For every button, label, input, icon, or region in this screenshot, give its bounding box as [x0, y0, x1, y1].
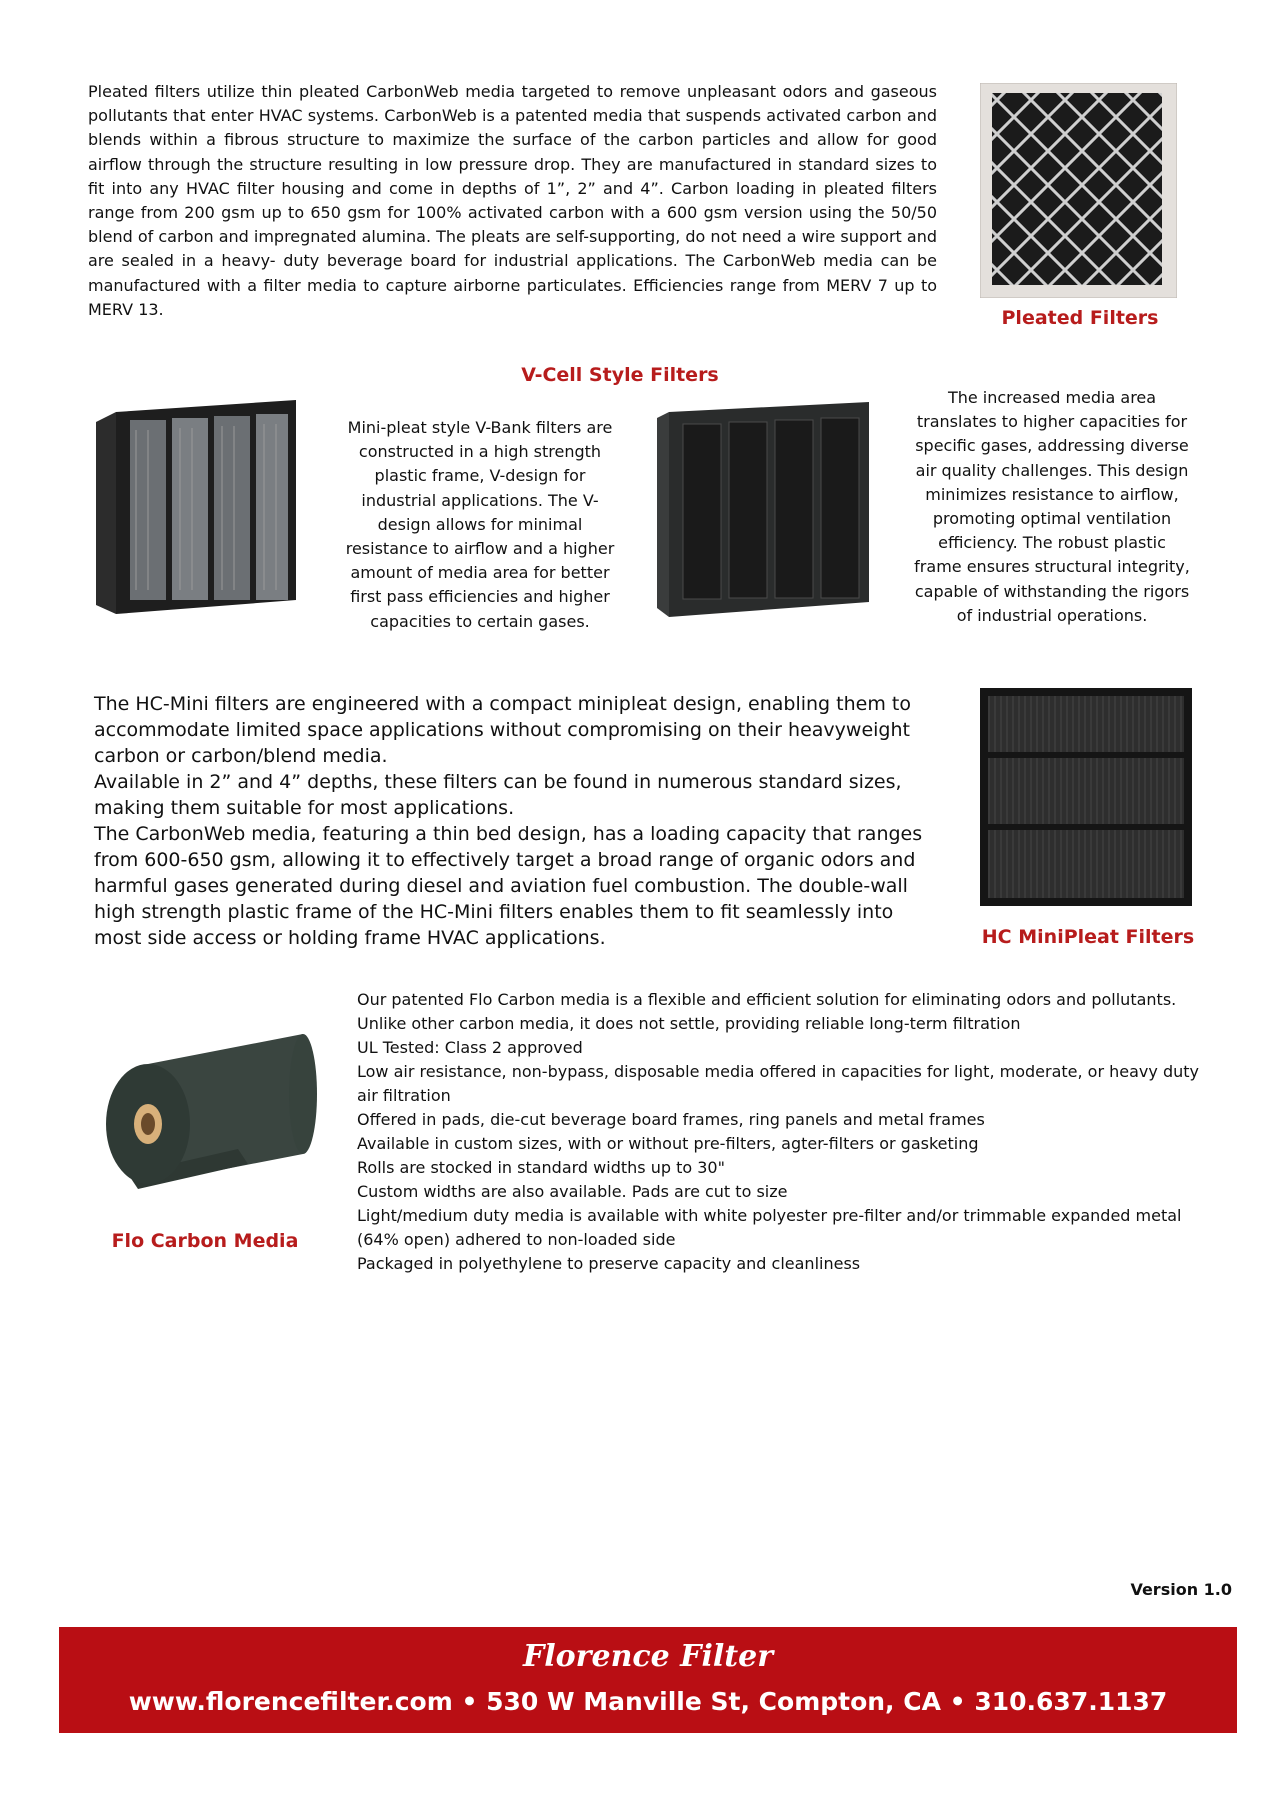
vcell-filter-image-left — [96, 400, 299, 614]
flo-line-3: UL Tested: Class 2 approved — [357, 1038, 583, 1057]
flo-line-5: Offered in pads, die-cut beverage board frames, ring panels and metal frames — [357, 1110, 985, 1129]
hcmini-line-1: The HC-Mini filters are engineered with a compact minipleat design, enabling them to accommodate limited space applications without compromising on their heavyweight carbon or carbon/blend media. — [94, 693, 911, 767]
flo-line-7: Rolls are stocked in standard widths up to 30" — [357, 1158, 725, 1177]
hcmini-line-3: The CarbonWeb media, featuring a thin bed design, has a loading capacity that ranges from 600-650 gsm, allowing it to effectively target a broad range of organic odors and harmful gases generated during diesel and aviation fuel combustion. The double-wall high strength plastic frame of the HC-Mini filters enables them to fit seamlessly into most side access or holding frame HVAC applications. — [94, 823, 923, 949]
brand-logo: Florence Filter — [522, 1639, 774, 1674]
vcell-right-text: The increased media area translates to higher capacities for specific gases, addressing diverse air quality challenges. This design minimizes resistance to airflow, promoting optimal ventilation efficiency. The robust plastic frame ensures structural integrity, capable of withstanding the rigors of industrial operations. — [914, 388, 1190, 625]
flo-line-6: Available in custom sizes, with or without pre-filters, agter-filters or gasketing — [357, 1134, 979, 1153]
flo-line-10: Packaged in polyethylene to preserve capacity and cleanliness — [357, 1254, 861, 1273]
vcell-filter-image-center — [657, 402, 869, 617]
flo-carbon-roll-image — [88, 1024, 318, 1189]
hcmini-caption: HC MiniPleat Filters — [981, 926, 1195, 948]
hcmini-line-2: Available in 2” and 4” depths, these filters can be found in numerous standard sizes, making them suitable for most applications. — [94, 771, 902, 819]
flo-line-2: Unlike other carbon media, it does not settle, providing reliable long-term filtration — [357, 1014, 1021, 1033]
footer-address: www.florencefilter.com • 530 W Manville St, Compton, CA • 310.637.1137 — [128, 1687, 1168, 1716]
flo-line-8: Custom widths are also available. Pads are cut to size — [357, 1182, 788, 1201]
flo-line-1: Our patented Flo Carbon media is a flexible and efficient solution for eliminating odors and pollutants. — [357, 990, 1177, 1009]
flo-line-9: Light/medium duty media is available with white polyester pre-filter and/or trimmable expanded metal (64% open) adhered to non-loaded side — [357, 1206, 1182, 1249]
vcell-title: V-Cell Style Filters — [521, 364, 719, 386]
vcell-middle-text: Mini-pleat style V-Bank filters are constructed in a high strength plastic frame, V-design for industrial applications. The V-design allows for minimal resistance to airflow and a higher amount of media area for better first pass efficiencies and higher capacities to certain gases. — [345, 418, 615, 631]
pleated-caption: Pleated Filters — [1001, 307, 1159, 329]
footer-bar — [59, 1627, 1237, 1733]
flo-feature-list — [357, 988, 1217, 1276]
hcmini-text — [94, 691, 924, 951]
pleated-paragraph: Pleated filters utilize thin pleated CarbonWeb media targeted to remove unpleasant odors and gaseous pollutants that enter HVAC systems. CarbonWeb is a patented media that suspends activated carbon and blends within a fibrous structure to maximize the surface of the carbon particles and allow for good airflow through the structure resulting in low pressure drop. They are manufactured in standard sizes to fit into any HVAC filter housing and come in depths of 1”, 2” and 4”. Carbon loading in pleated filters range from 200 gsm up to 650 gsm for 100% activated carbon with a 600 gsm version using the 50/50 blend of carbon and impregnated alumina. The pleats are self-supporting, do not need a wire support and are sealed in a heavy- duty beverage board for industrial applications. The CarbonWeb media can be manufactured with a filter media to capture airborne particulates. Efficiencies range from MERV 7 up to MERV 13. — [88, 82, 937, 319]
flo-line-4: Low air resistance, non-bypass, disposable media offered in capacities for light, moderate, or heavy duty air filtration — [357, 1062, 1199, 1105]
pleated-filter-image — [980, 83, 1177, 298]
flo-caption: Flo Carbon Media — [111, 1230, 299, 1252]
hcmini-filter-image — [980, 688, 1192, 908]
version-label: Version 1.0 — [1130, 1580, 1232, 1599]
